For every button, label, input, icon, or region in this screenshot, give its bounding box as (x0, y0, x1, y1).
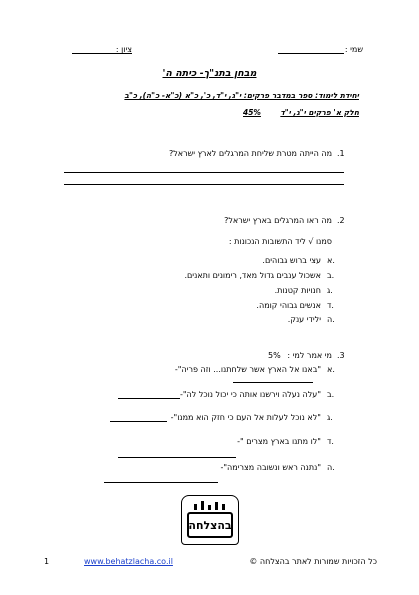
option-letter: ד. (327, 437, 334, 446)
option-letter: ב. (327, 271, 335, 280)
part-percent: 45% (243, 108, 261, 117)
option-text: "נתנה ראש ונשובה מצרימה"- (220, 463, 321, 472)
option-letter: ב. (327, 390, 335, 399)
copyright-text: כל הזכויות שמורות לאתר בהצלחה © (249, 557, 377, 566)
option-letter: ג. (327, 286, 333, 295)
option-text: "לו מתנו בארץ מצרים "- (237, 437, 321, 446)
answer-line-3b[interactable] (118, 398, 180, 399)
option-text: "באנו אל הארץ אשר שלחתנו... וזה פריה"- (174, 365, 321, 374)
grade-field[interactable] (72, 53, 132, 54)
answer-line-3e[interactable] (104, 482, 218, 483)
option-letter: א. (327, 256, 335, 265)
part-line: חלק א' פרקים י"ג, י"ד (280, 108, 359, 117)
name-label: שמי : (344, 45, 363, 54)
option-text[interactable]: אנשים גבוהי קומה. (256, 301, 321, 310)
name-field[interactable] (278, 53, 344, 54)
unit-line: יחידת לימוד: ספר במדבר פרקים: י"ג, י"ד, כ', כ"א (כ"א- כ"ה), כ"ב (124, 91, 359, 100)
grade-label: ציון : (115, 45, 132, 54)
question-3-text: מי אמר למי : (287, 351, 332, 360)
question-2-text: מה ראו המרגלים בארץ ישראל? (224, 216, 332, 225)
question-2-instruction: סמנו √ ליד התשובות הנכונות : (228, 237, 332, 246)
behatzlacha-logo (181, 495, 239, 545)
option-letter: ג. (327, 413, 333, 422)
option-letter: ה. (327, 463, 335, 472)
answer-line-3c[interactable] (110, 421, 167, 422)
option-letter: א. (327, 365, 335, 374)
answer-line-3a[interactable] (233, 382, 313, 383)
option-text: "עלה נעלה וירשנו אותה כי יכול נוכל לה"- (179, 390, 321, 399)
question-1-text: מה הייתה מטרת שליחת המרגלים לארץ ישראל? (168, 149, 332, 158)
answer-line-1b[interactable] (64, 184, 344, 185)
website-link[interactable]: www.behatzlacha.co.il (84, 557, 173, 566)
option-text[interactable]: עצי ברוש גבוהים. (262, 256, 321, 265)
logo-text: בהצלחה (187, 512, 233, 538)
question-3-percent: 5% (268, 351, 281, 360)
question-1-number: .1 (337, 149, 345, 158)
question-2-number: .2 (337, 216, 345, 225)
option-text: "לא נוכל לעלות אל העם כי חזק הוא ממנו"- (170, 413, 321, 422)
answer-line-1a[interactable] (64, 172, 344, 173)
answer-line-3d[interactable] (118, 457, 236, 458)
page-number: 1 (44, 557, 50, 566)
option-text[interactable]: ילידי ענק. (287, 315, 321, 324)
option-letter: ד. (327, 301, 334, 310)
page-title: מבחן בתנ"ך- כיתה ה' (162, 68, 257, 79)
option-letter: ה. (327, 315, 335, 324)
question-3-number: .3 (337, 351, 345, 360)
option-text[interactable]: אשכול ענבים גדול מאד, רימונים ותאנים. (184, 271, 321, 280)
option-text[interactable]: חנויות קטנות. (274, 286, 321, 295)
